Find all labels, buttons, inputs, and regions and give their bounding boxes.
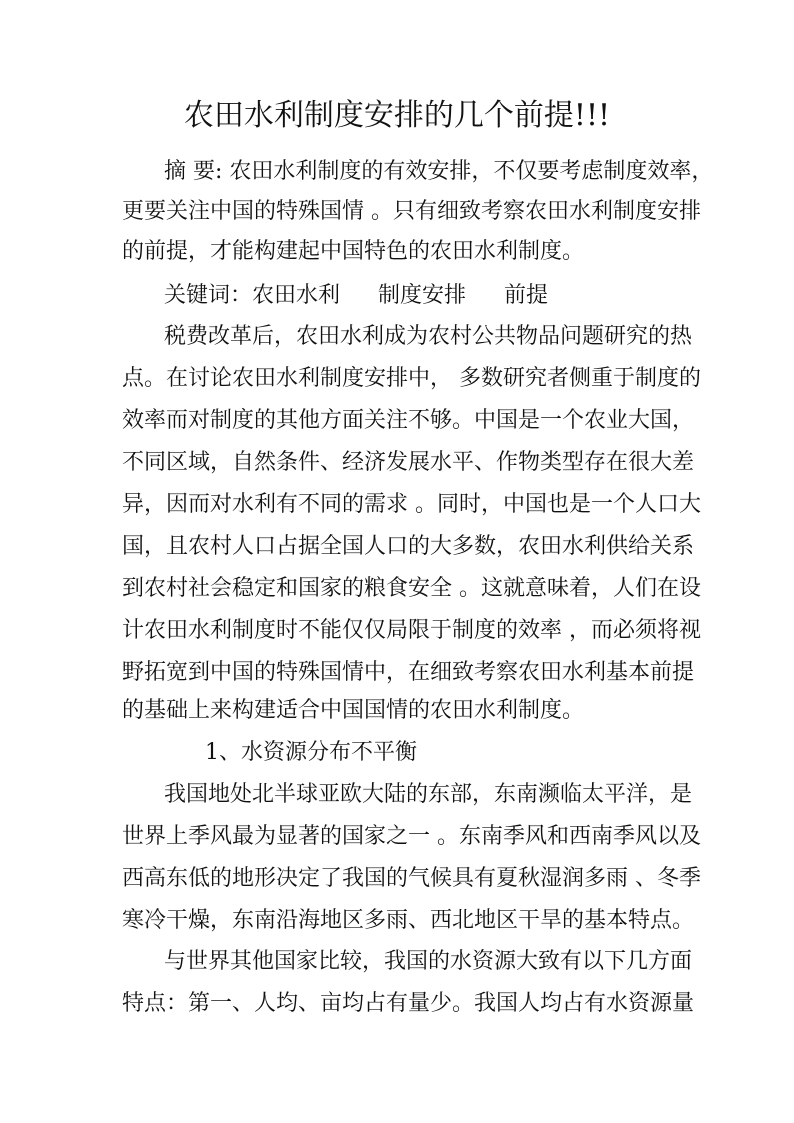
- intro-line: 野拓宽到中国的特殊国情中，在细致考察农田水利基本前提: [122, 660, 695, 685]
- keyword-item: 农田水利: [252, 283, 341, 308]
- document-title: 农田水利制度安排的几个前提!!!: [183, 98, 611, 133]
- section-para-line: 与世界其他国家比较，我国的水资源大致有以下几方面: [164, 949, 693, 974]
- section-heading: 1、水资源分布不平衡: [205, 740, 417, 765]
- intro-line: 计农田水利制度时不能仅仅局限于制度的效率 ，而必须将视: [122, 618, 701, 643]
- intro-line: 的基础上来构建适合中国国情的农田水利制度。: [122, 698, 585, 723]
- abstract-line: 的前提，才能构建起中国特色的农田水利制度。: [122, 239, 585, 264]
- abstract-line: 更要关注中国的特殊国情 。只有细致考察农田水利制度安排: [122, 199, 701, 224]
- intro-line: 不同区域，自然条件、经济发展水平、作物类型存在很大差: [122, 450, 695, 475]
- section-para-line: 世界上季风最为显著的国家之一 。东南季风和西南季风以及: [122, 824, 701, 849]
- section-para-line: 特点：第一、人均、亩均占有量少。我国人均占有水资源量: [122, 991, 695, 1016]
- section-para-line: 我国地处北半球亚欧大陆的东部，东南濒临太平洋，是: [164, 782, 693, 807]
- intro-line: 到农村社会稳定和国家的粮食安全 。这就意味着，人们在设: [122, 576, 701, 601]
- intro-line: 效率而对制度的其他方面关注不够。中国是一个农业大国，: [122, 408, 695, 433]
- intro-line: 点。在讨论农田水利制度安排中， 多数研究者侧重于制度的: [122, 366, 701, 391]
- section-para-line: 寒冷干燥，东南沿海地区多雨、西北地区干旱的基本特点。: [122, 908, 695, 933]
- intro-line: 异，因而对水利有不同的需求 。同时，中国也是一个人口大: [122, 492, 701, 517]
- intro-line: 税费改革后，农田水利成为农村公共物品问题研究的热: [164, 324, 693, 349]
- keywords-line: [164, 281, 548, 311]
- keyword-item: 制度安排: [378, 283, 467, 308]
- keyword-item: 前提: [504, 283, 549, 308]
- keywords-label: 关键词：: [164, 283, 253, 308]
- section-para-line: 西高东低的地形决定了我国的气候具有夏秋湿润多雨 、冬季: [122, 866, 701, 891]
- abstract-line: 摘 要: 农田水利制度的有效安排，不仅要考虑制度效率，: [164, 159, 714, 184]
- intro-line: 国，且农村人口占据全国人口的大多数，农田水利供给关系: [122, 534, 695, 559]
